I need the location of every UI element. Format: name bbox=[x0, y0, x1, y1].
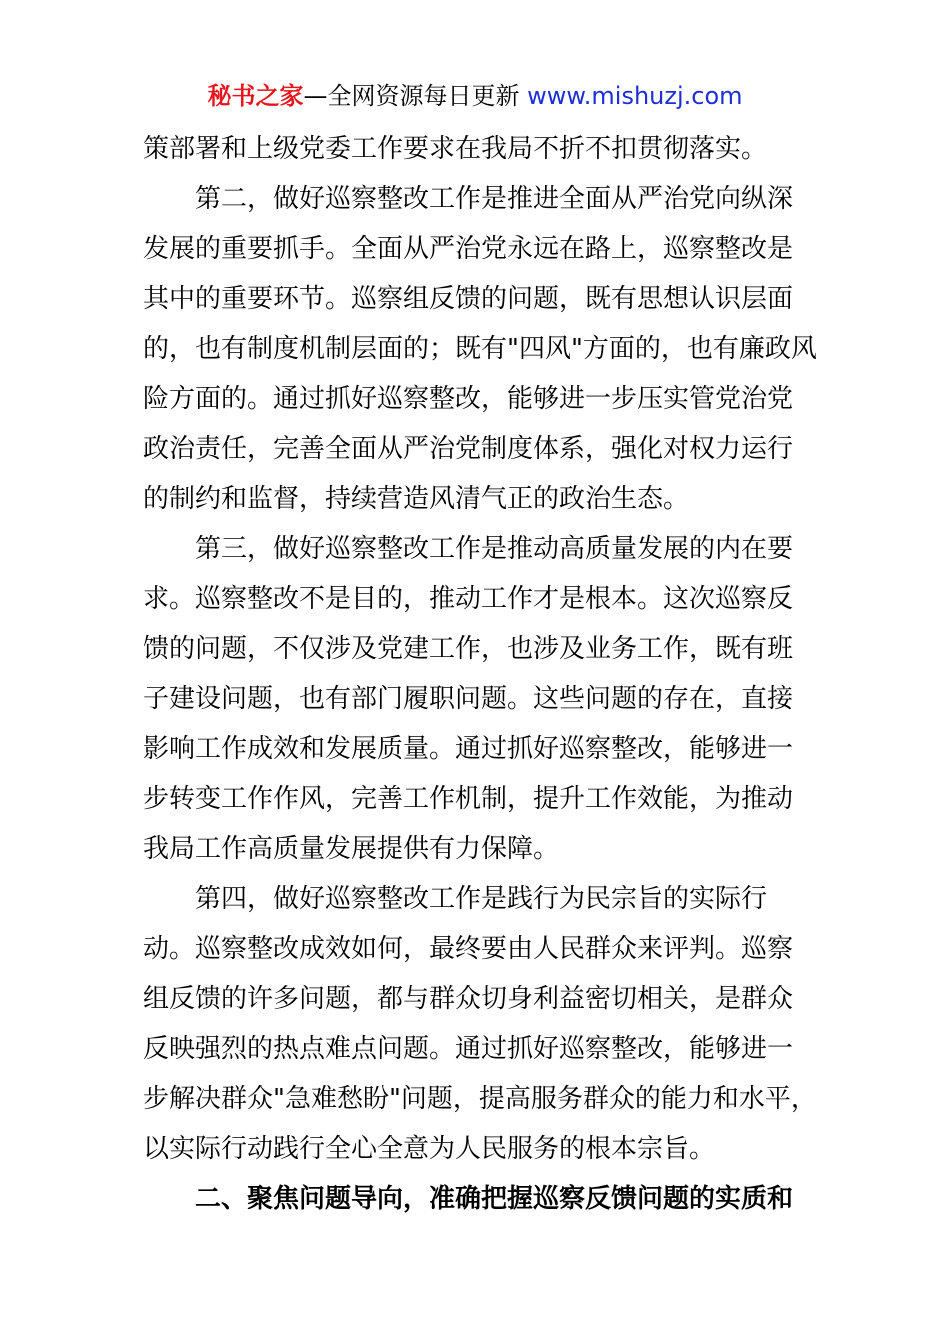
section-heading: 二、聚焦问题导向，准确把握巡察反馈问题的实质和 bbox=[195, 1184, 794, 1214]
paragraph-start-line: 第四，做好巡察整改工作是践行为民宗旨的实际行 bbox=[195, 884, 768, 914]
site-url-link[interactable]: www.mishuzj.com bbox=[527, 82, 743, 110]
document-body bbox=[143, 124, 817, 1224]
text-line: 险方面的。通过抓好巡察整改，能够进一步压实管党治党 bbox=[143, 384, 794, 414]
site-header bbox=[0, 78, 950, 114]
text-line: 反映强烈的热点难点问题。通过抓好巡察整改，能够进一 bbox=[143, 1034, 794, 1064]
text-line: 组反馈的许多问题，都与群众切身利益密切相关，是群众 bbox=[143, 984, 794, 1014]
text-line: 步解决群众"急难愁盼"问题，提高服务群众的能力和水平， bbox=[143, 1084, 817, 1114]
header-tagline: —全网资源每日更新 bbox=[303, 82, 528, 110]
paragraph-start-line: 第二，做好巡察整改工作是推进全面从严治党向纵深 bbox=[195, 184, 794, 214]
text-line: 我局工作高质量发展提供有力保障。 bbox=[143, 834, 560, 864]
text-line: 的，也有制度机制层面的；既有"四风"方面的，也有廉政风 bbox=[143, 334, 817, 364]
text-line: 的制约和监督，持续营造风清气正的政治生态。 bbox=[143, 484, 690, 514]
text-line: 步转变工作作风，完善工作机制，提升工作效能，为推动 bbox=[143, 784, 794, 814]
text-line: 发展的重要抓手。全面从严治党永远在路上，巡察整改是 bbox=[143, 234, 794, 264]
text-line: 求。巡察整改不是目的，推动工作才是根本。这次巡察反 bbox=[143, 584, 794, 614]
text-line: 策部署和上级党委工作要求在我局不折不扣贯彻落实。 bbox=[143, 134, 768, 164]
text-line: 动。巡察整改成效如何，最终要由人民群众来评判。巡察 bbox=[143, 934, 794, 964]
text-line: 馈的问题，不仅涉及党建工作，也涉及业务工作，既有班 bbox=[143, 634, 794, 664]
text-line: 其中的重要环节。巡察组反馈的问题，既有思想认识层面 bbox=[143, 284, 794, 314]
text-line: 以实际行动践行全心全意为人民服务的根本宗旨。 bbox=[143, 1134, 716, 1164]
paragraph-start-line: 第三，做好巡察整改工作是推动高质量发展的内在要 bbox=[195, 534, 794, 564]
text-line: 政治责任，完善全面从严治党制度体系，强化对权力运行 bbox=[143, 434, 794, 464]
text-line: 影响工作成效和发展质量。通过抓好巡察整改，能够进一 bbox=[143, 734, 794, 764]
brand-name: 秘书之家 bbox=[207, 82, 304, 110]
text-line: 子建设问题，也有部门履职问题。这些问题的存在，直接 bbox=[143, 684, 794, 714]
